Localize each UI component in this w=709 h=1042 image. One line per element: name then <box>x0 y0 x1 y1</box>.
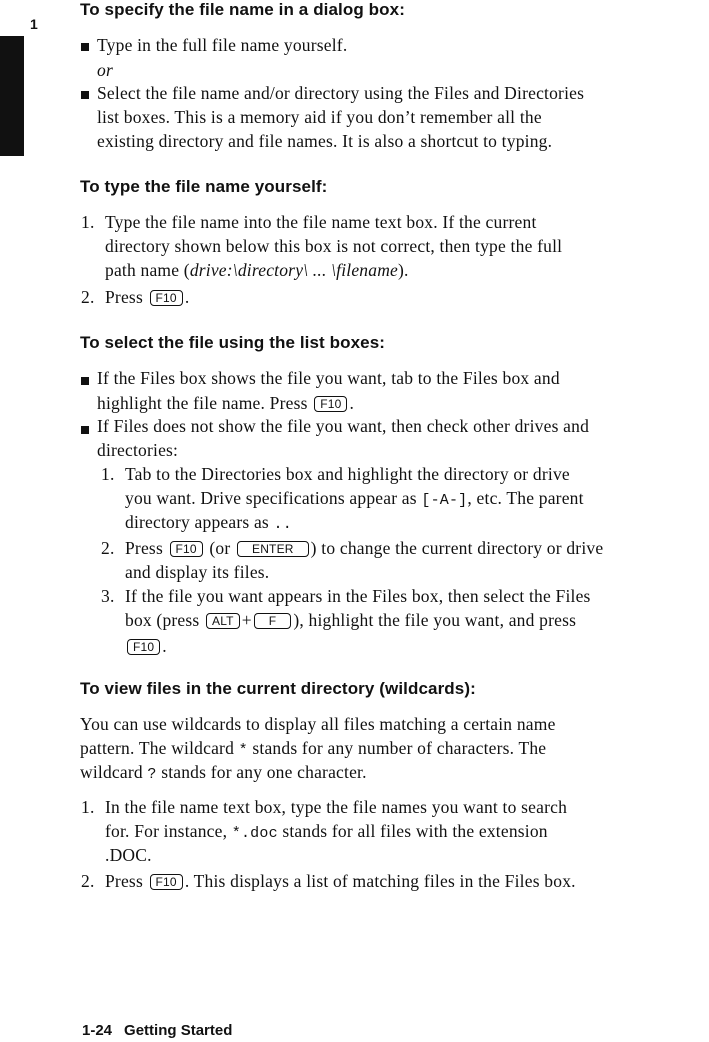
bullet-icon <box>81 377 89 385</box>
step-text: directory shown below this box is not correct, then type the full <box>105 236 563 256</box>
running-title: Getting Started <box>124 1022 233 1039</box>
step-number: 3. <box>101 586 115 606</box>
page-number: 1-24 <box>82 1022 113 1039</box>
f-key: F <box>254 613 292 629</box>
step-text: Press F10 . <box>105 287 190 307</box>
chapter-number: 1 <box>30 16 38 32</box>
step-text: .DOC. <box>105 845 152 865</box>
bullet-icon <box>81 91 89 99</box>
step-text: Type the file name into the file name text box. If the current <box>105 212 537 232</box>
step-number: 2. <box>81 287 95 307</box>
step-number: 2. <box>81 871 95 891</box>
step-number: 1. <box>101 464 115 484</box>
step-text: In the file name text box, type the file names you want to search <box>105 797 568 817</box>
f10-key: F10 <box>127 639 160 655</box>
step-text: you want. Drive specifications appear as [-A-], etc. The parent <box>125 488 584 509</box>
step-number: 2. <box>101 538 115 558</box>
f10-key: F10 <box>314 396 347 412</box>
section-heading-type-file-name: To type the file name yourself: <box>80 177 328 196</box>
step-text: If the file you want appears in the Files box, then select the Files <box>125 586 591 606</box>
or-text: or <box>97 60 113 80</box>
section-heading-specify-file-name: To specify the file name in a dialog box: <box>80 0 405 19</box>
paragraph-text: wildcard ? stands for any one character. <box>80 762 367 783</box>
bullet-text: Type in the full file name yourself. <box>97 35 348 55</box>
step-text: and display its files. <box>125 562 270 582</box>
f10-key: F10 <box>150 874 183 890</box>
bullet-text: directories: <box>97 440 179 460</box>
step-text: Press F10 (or ENTER ) to change the current directory or drive <box>125 538 604 558</box>
paragraph-text: pattern. The wildcard * stands for any number of characters. The <box>80 738 547 759</box>
bullet-text: highlight the file name. Press F10 . <box>97 393 355 413</box>
bullet-icon <box>81 43 89 51</box>
page-footer <box>82 1022 232 1039</box>
step-number: 1. <box>81 797 95 817</box>
bullet-text: If the Files box shows the file you want, tab to the Files box and <box>97 368 560 388</box>
step-text: directory appears as .. <box>125 512 292 533</box>
bullet-text: list boxes. This is a memory aid if you don’t remember all the <box>97 107 542 127</box>
chapter-tab-marker <box>0 36 24 156</box>
section-heading-wildcards: To view files in the current directory (wildcards): <box>80 679 476 698</box>
bullet-icon <box>81 426 89 434</box>
step-text: box (press ALT + F ), highlight the file you want, and press <box>125 610 577 630</box>
step-text: Press F10 . This displays a list of matching files in the Files box. <box>105 871 576 891</box>
step-text: Tab to the Directories box and highlight the directory or drive <box>125 464 570 484</box>
bullet-text: If Files does not show the file you want, then check other drives and <box>97 416 590 436</box>
enter-key: ENTER <box>237 541 309 557</box>
f10-key: F10 <box>170 541 203 557</box>
step-text: path name (drive:\directory\ ... \filename). <box>105 260 409 280</box>
step-text: for. For instance, *.doc stands for all files with the extension <box>105 821 548 842</box>
alt-key: ALT <box>206 613 240 629</box>
paragraph-text: You can use wildcards to display all files matching a certain name <box>80 714 556 734</box>
f10-key: F10 <box>150 290 183 306</box>
step-text: F10 . <box>125 636 167 657</box>
bullet-text: existing directory and file names. It is also a shortcut to typing. <box>97 131 553 151</box>
bullet-text: Select the file name and/or directory using the Files and Directories <box>97 83 585 103</box>
section-heading-list-boxes: To select the file using the list boxes: <box>80 333 386 352</box>
step-number: 1. <box>81 212 95 232</box>
